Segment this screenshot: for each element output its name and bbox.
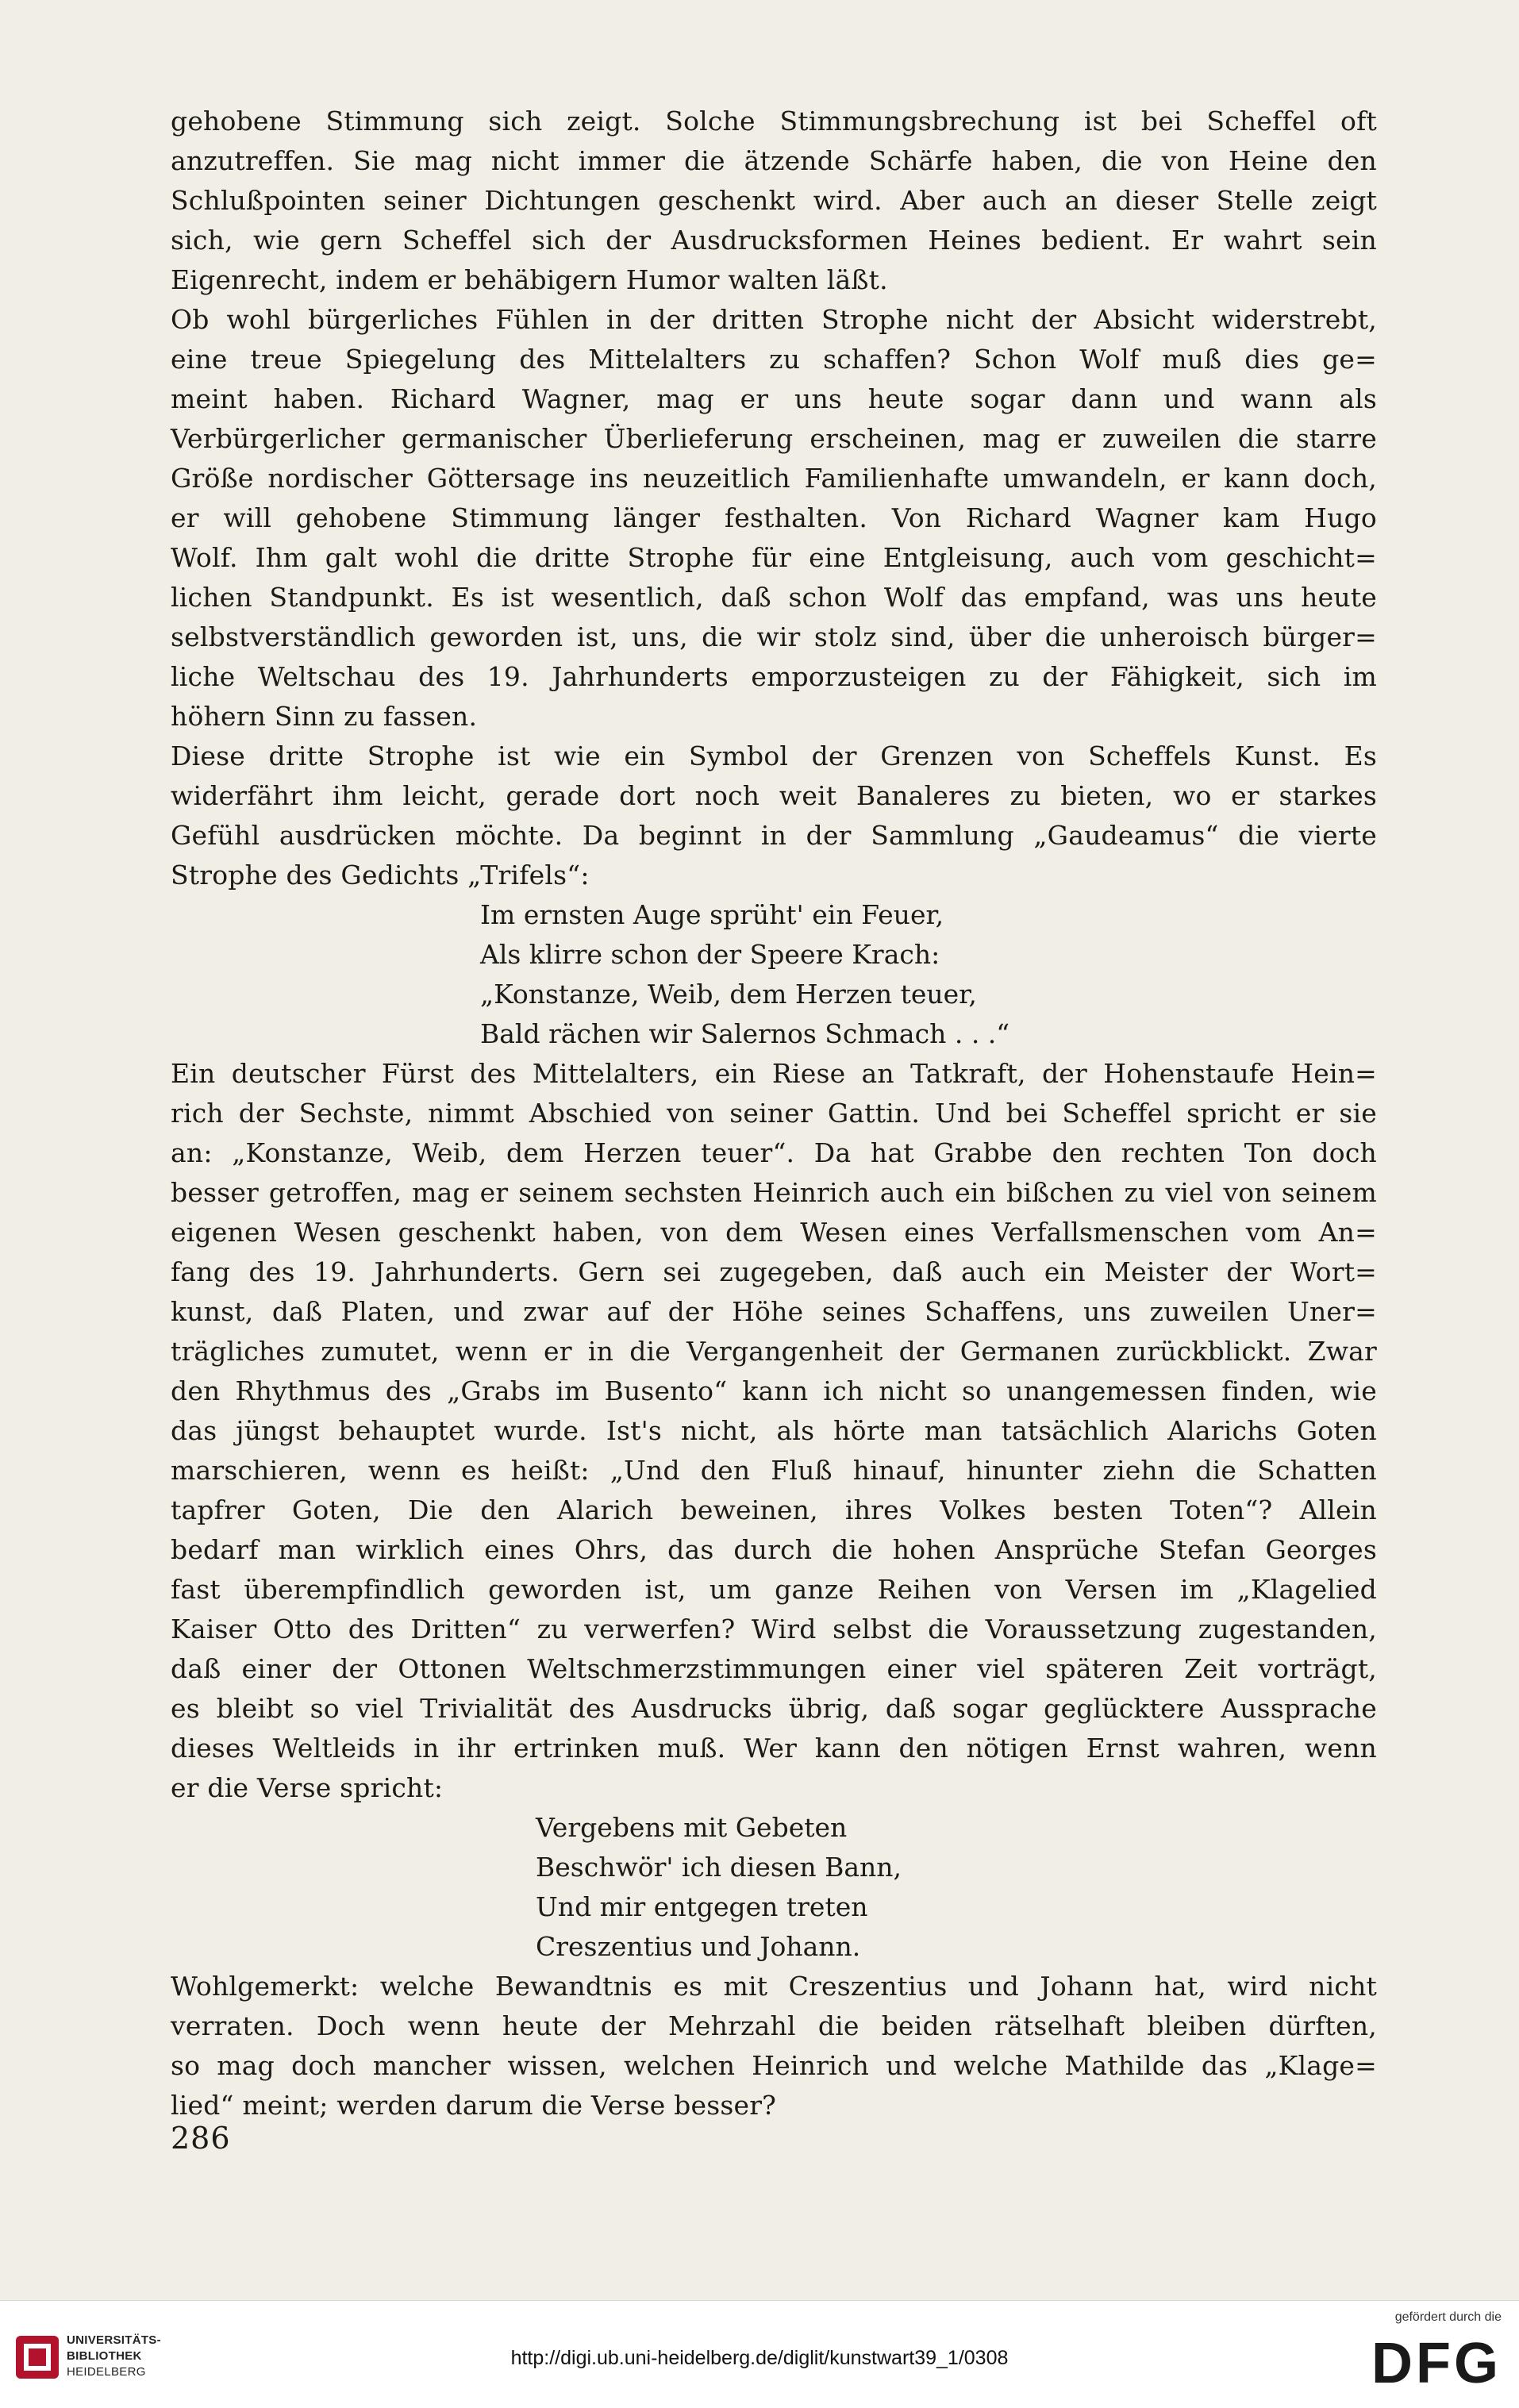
- page-number: 286: [171, 2121, 231, 2156]
- text-line: es bleibt so viel Trivialität des Ausdrucks übrig, daß sogar geglücktere Aussprache: [171, 1693, 1377, 1724]
- text-line: Wolf. Ihm galt wohl die dritte Strophe für eine Entgleisung, auch vom geschicht=: [171, 542, 1377, 573]
- text-line: Eigenrecht, indem er behäbigern Humor walten läßt.: [171, 264, 888, 295]
- text-line: lied“ meint; werden darum die Verse besser?: [171, 2090, 777, 2121]
- library-name-line: UNIVERSITÄTS-: [67, 2333, 161, 2347]
- text-line: Schlußpointen seiner Dichtungen geschenkt wird. Aber auch an dieser Stelle zeigt: [171, 185, 1377, 216]
- footer-bar: [0, 2300, 1519, 2408]
- text-line: meint haben. Richard Wagner, mag er uns heute sogar dann und wann als: [171, 383, 1377, 414]
- text-line: Gefühl ausdrücken möchte. Da beginnt in der Sammlung „Gaudeamus“ die vierte: [171, 820, 1377, 851]
- text-line: höhern Sinn zu fassen.: [171, 701, 478, 732]
- text-line: bedarf man wirklich eines Ohrs, das durch die hohen Ansprüche Stefan Georges: [171, 1534, 1377, 1565]
- text-line: marschieren, wenn es heißt: „Und den Fluß hinauf, hinunter ziehn die Schatten: [171, 1455, 1377, 1486]
- text-line: daß einer der Ottonen Weltschmerzstimmungen einer viel späteren Zeit vorträgt,: [171, 1653, 1377, 1684]
- text-line: lichen Standpunkt. Es ist wesentlich, daß schon Wolf das empfand, was uns heute: [171, 582, 1377, 613]
- text-line: Kaiser Otto des Dritten“ zu verwerfen? Wird selbst die Voraussetzung zugestanden,: [171, 1614, 1377, 1644]
- text-line: fang des 19. Jahrhunderts. Gern sei zugegeben, daß auch ein Meister der Wort=: [171, 1256, 1377, 1287]
- text-line: trägliches zumutet, wenn er in die Vergangenheit der Germanen zurückblickt. Zwar: [171, 1336, 1377, 1367]
- text-line: anzutreffen. Sie mag nicht immer die ätzende Schärfe haben, die von Heine den: [171, 145, 1377, 176]
- text-line: an: „Konstanze, Weib, dem Herzen teuer“. Da hat Grabbe den rechten Ton doch: [171, 1137, 1377, 1168]
- text-line: widerfährt ihm leicht, gerade dort noch weit Banaleres zu bieten, wo er starkes: [171, 780, 1377, 811]
- text-line: sich, wie gern Scheffel sich der Ausdrucksformen Heines bedient. Er wahrt sein: [171, 225, 1377, 256]
- verse-line: Vergebens mit Gebeten: [536, 1812, 848, 1843]
- dfg-logo[interactable]: DFG: [1371, 2332, 1502, 2395]
- text-line: selbstverständlich geworden ist, uns, die wir stolz sind, über die unheroisch bürger=: [171, 621, 1377, 652]
- text-line: eine treue Spiegelung des Mittelalters zu schaffen? Schon Wolf muß dies ge=: [171, 344, 1377, 375]
- text-line: Ein deutscher Fürst des Mittelalters, ein Riese an Tatkraft, der Hohenstaufe Hein=: [171, 1058, 1377, 1089]
- text-line: Wohlgemerkt: welche Bewandtnis es mit Creszentius und Johann hat, wird nicht: [171, 1971, 1377, 2002]
- verse-line: Und mir entgegen treten: [536, 1891, 868, 1922]
- text-line: er die Verse spricht:: [171, 1772, 444, 1803]
- text-line: tapfrer Goten, Die den Alarich beweinen, ihres Volkes besten Toten“? Allein: [171, 1494, 1377, 1525]
- text-line: verraten. Doch wenn heute der Mehrzahl die beiden rätselhaft bleiben dürften,: [171, 2010, 1377, 2041]
- text-line: er will gehobene Stimmung länger festhalten. Von Richard Wagner kam Hugo: [171, 502, 1377, 533]
- verse-line: Im ernsten Auge sprüht' ein Feuer,: [480, 899, 944, 930]
- text-line: Diese dritte Strophe ist wie ein Symbol der Grenzen von Scheffels Kunst. Es: [171, 740, 1377, 771]
- text-line: liche Weltschau des 19. Jahrhunderts emporzusteigen zu der Fähigkeit, sich im: [171, 661, 1377, 692]
- text-line: besser getroffen, mag er seinem sechsten Heinrich auch ein bißchen zu viel von seinem: [171, 1177, 1377, 1208]
- text-line: kunst, daß Platen, und zwar auf der Höhe seines Schaffens, uns zuweilen Uner=: [171, 1296, 1377, 1327]
- text-line: fast überempfindlich geworden ist, um ganze Reihen von Versen im „Klagelied: [171, 1574, 1377, 1605]
- text-line: eigenen Wesen geschenkt haben, von dem Wesen eines Verfallsmenschen vom An=: [171, 1217, 1377, 1248]
- text-line: Ob wohl bürgerliches Fühlen in der dritten Strophe nicht der Absicht widerstrebt,: [171, 304, 1377, 335]
- verse-line: Als klirre schon der Speere Krach:: [480, 939, 940, 970]
- text-line: das jüngst behauptet wurde. Ist's nicht, als hörte man tatsächlich Alarichs Goten: [171, 1415, 1377, 1446]
- text-line: Größe nordischer Göttersage ins neuzeitlich Familienhafte umwandeln, er kann doch,: [171, 463, 1377, 494]
- text-line: dieses Weltleids in ihr ertrinken muß. Wer kann den nötigen Ernst wahren, wenn: [171, 1733, 1377, 1764]
- text-line: rich der Sechste, nimmt Abschied von seiner Gattin. Und bei Scheffel spricht er sie: [171, 1098, 1377, 1129]
- permalink-url[interactable]: http://digi.ub.uni-heidelberg.de/diglit/kunstwart39_1/0308: [510, 2347, 1009, 2369]
- verse-line: Creszentius und Johann.: [536, 1931, 861, 1962]
- library-name-line: BIBLIOTHEK: [67, 2349, 142, 2363]
- text-line: Verbürgerlicher germanischer Überlieferung erscheinen, mag er zuweilen die starre: [171, 423, 1377, 454]
- text-line: so mag doch mancher wissen, welchen Heinrich und welche Mathilde das „Klage=: [171, 2050, 1377, 2081]
- funding-note: gefördert durch die: [1394, 2310, 1502, 2324]
- text-line: gehobene Stimmung sich zeigt. Solche Stimmungsbrechung ist bei Scheffel oft: [171, 106, 1377, 137]
- verse-line: Bald rächen wir Salernos Schmach . . .“: [480, 1018, 1010, 1049]
- text-line: den Rhythmus des „Grabs im Busento“ kann ich nicht so unangemessen finden, wie: [171, 1375, 1377, 1406]
- library-name-line: HEIDELBERG: [67, 2365, 146, 2379]
- verse-line: Beschwör' ich diesen Bann,: [536, 1852, 902, 1883]
- verse-line: „Konstanze, Weib, dem Herzen teuer,: [480, 979, 977, 1010]
- text-line: Strophe des Gedichts „Trifels“:: [171, 860, 590, 890]
